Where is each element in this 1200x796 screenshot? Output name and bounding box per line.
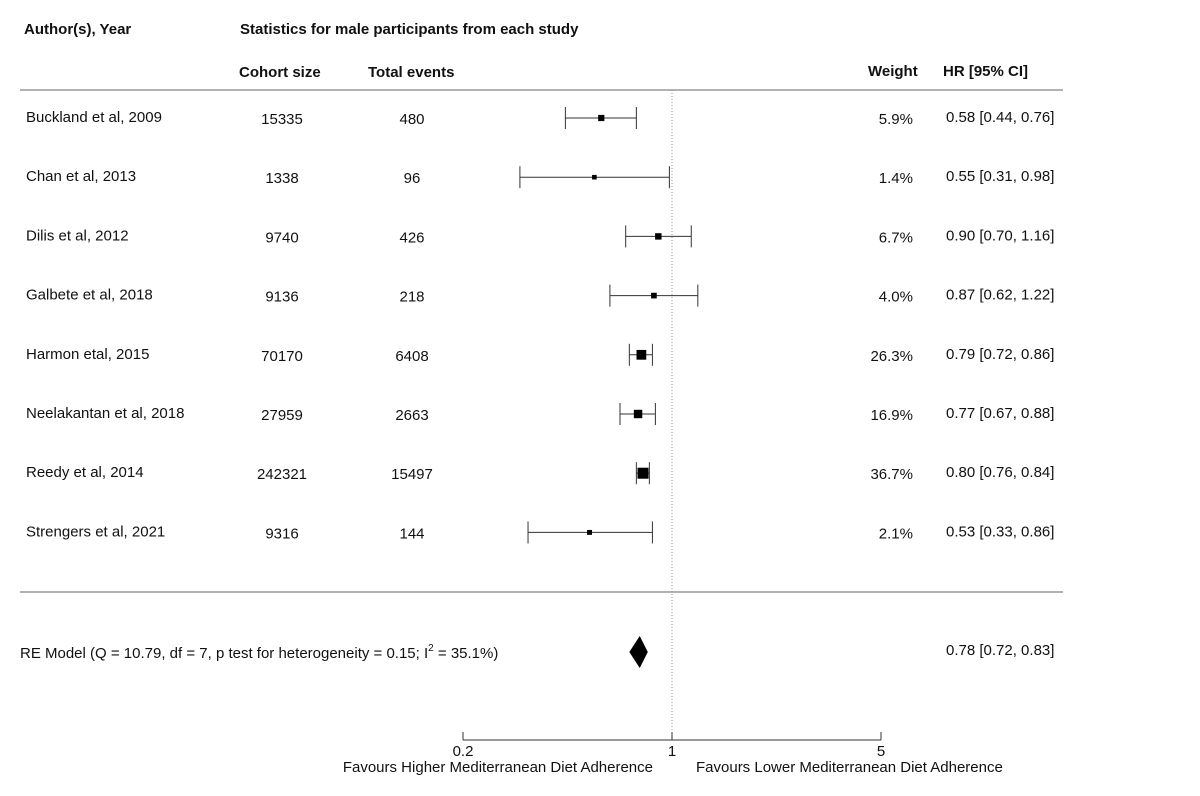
study-weight: 1.4%	[878, 170, 913, 188]
x-label-right: Favours Lower Mediterranean Diet Adherence	[696, 759, 1003, 776]
study-rows	[26, 107, 1054, 543]
cohort-size: 15335	[261, 111, 303, 128]
study-ci-text: 0.90 [0.70, 1.16]	[946, 227, 1055, 245]
point-estimate	[637, 350, 647, 360]
cohort-size: 70170	[261, 347, 303, 365]
study-label: Dilis et al, 2012	[26, 227, 129, 245]
author-header: Author(s), Year	[24, 21, 132, 38]
study-row	[26, 462, 1054, 484]
cohort-size: 27959	[261, 407, 303, 424]
study-row	[26, 521, 1054, 543]
study-label: Chan et al, 2013	[26, 168, 137, 186]
point-estimate	[651, 293, 657, 299]
summary-ci-text: 0.78 [0.72, 0.83]	[946, 642, 1055, 659]
study-weight: 16.9%	[870, 407, 913, 424]
study-label: Harmon etal, 2015	[26, 345, 150, 363]
cohort-size: 9316	[265, 525, 299, 543]
point-estimate	[587, 530, 592, 535]
summary-diamond	[629, 636, 647, 668]
study-label: Strengers et al, 2021	[26, 523, 166, 541]
total-events: 6408	[395, 347, 429, 365]
study-label: Galbete et al, 2018	[26, 286, 153, 304]
study-label: Neelakantan et al, 2018	[26, 405, 185, 422]
study-label: Buckland et al, 2009	[26, 109, 162, 126]
point-estimate	[638, 468, 649, 479]
study-row	[26, 107, 1054, 129]
study-ci-text: 0.79 [0.72, 0.86]	[946, 345, 1055, 363]
study-weight: 36.7%	[870, 466, 913, 484]
total-events: 2663	[395, 407, 429, 424]
total-events: 218	[399, 288, 425, 306]
total-events: 144	[399, 525, 425, 543]
summary-label: RE Model (Q = 10.79, df = 7, p test for heterogeneity = 0.15; $I^2 = 35.1\%$)	[20, 643, 499, 662]
total-events: 15497	[391, 466, 433, 484]
tick-label: 0.2	[452, 743, 474, 760]
study-label: Reedy et al, 2014	[26, 464, 144, 482]
study-row	[26, 344, 1054, 366]
stats-title: Statistics for male participants from each study	[240, 21, 579, 38]
study-ci-text: 0.55 [0.31, 0.98]	[946, 168, 1055, 186]
cohort-size: 9136	[265, 288, 299, 306]
hr-header: HR [95% CI]	[943, 63, 1029, 80]
point-estimate	[592, 175, 597, 180]
study-weight: 26.3%	[870, 347, 913, 365]
study-weight: 5.9%	[878, 111, 913, 128]
cohort-size: 9740	[265, 229, 299, 247]
study-ci-text: 0.87 [0.62, 1.22]	[946, 286, 1055, 304]
summary-row	[20, 636, 1054, 668]
x-axis	[453, 732, 886, 760]
weight-header: Weight	[868, 63, 918, 80]
total-events: 426	[399, 229, 425, 247]
events-header: Total events	[368, 64, 455, 81]
study-ci-text: 0.77 [0.67, 0.88]	[946, 405, 1055, 422]
study-weight: 4.0%	[878, 288, 913, 306]
cohort-size: 242321	[256, 466, 308, 484]
study-ci-text: 0.80 [0.76, 0.84]	[946, 464, 1055, 482]
study-weight: 2.1%	[878, 525, 913, 543]
study-ci-text: 0.53 [0.33, 0.86]	[946, 523, 1055, 541]
study-row	[26, 403, 1054, 425]
x-label-left: Favours Higher Mediterranean Diet Adherence	[342, 759, 653, 776]
cohort-size: 1338	[265, 170, 299, 188]
tick-label: 5	[876, 743, 886, 760]
study-ci-text: 0.58 [0.44, 0.76]	[946, 109, 1055, 126]
point-estimate	[634, 410, 642, 418]
point-estimate	[598, 115, 604, 121]
total-events: 480	[399, 111, 425, 128]
tick-label: 1	[667, 743, 677, 760]
cohort-header: Cohort size	[239, 64, 321, 81]
study-row	[26, 285, 1054, 307]
point-estimate	[655, 233, 661, 239]
total-events: 96	[403, 170, 421, 188]
study-row	[26, 225, 1054, 247]
study-weight: 6.7%	[878, 229, 913, 247]
study-row	[26, 166, 1054, 188]
